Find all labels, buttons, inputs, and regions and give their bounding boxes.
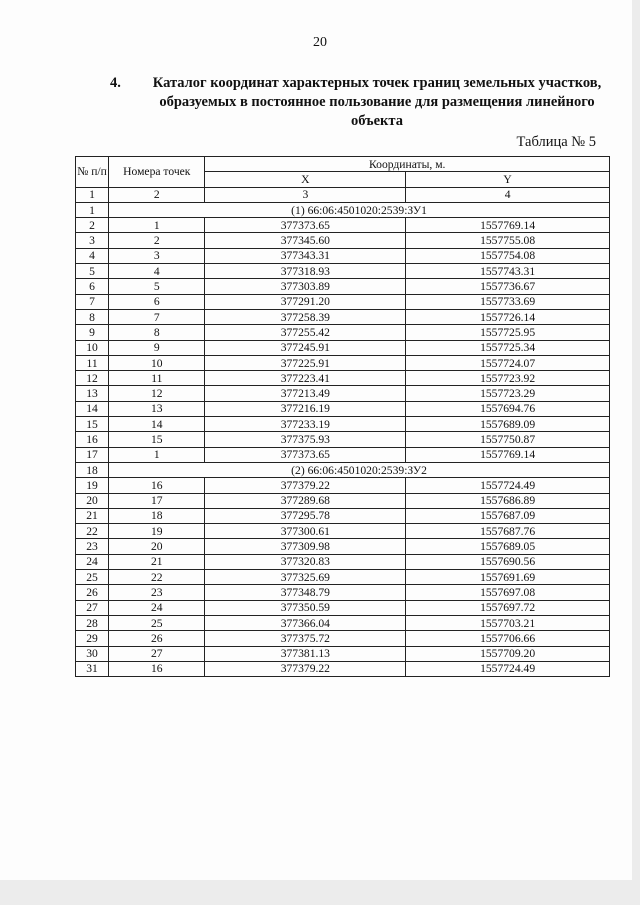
- row-number-cell: 7: [76, 294, 109, 309]
- column-number: 2: [109, 187, 205, 202]
- table-row: [76, 661, 610, 676]
- y-coordinate-cell: 1557723.29: [406, 386, 610, 401]
- table-row: [76, 233, 610, 248]
- point-number-cell: 5: [109, 279, 205, 294]
- y-coordinate-cell: 1557686.89: [406, 493, 610, 508]
- row-number-cell: 26: [76, 585, 109, 600]
- x-coordinate-cell: 377223.41: [205, 371, 406, 386]
- y-coordinate-cell: 1557690.56: [406, 554, 610, 569]
- y-coordinate-cell: 1557687.09: [406, 508, 610, 523]
- row-number-cell: 16: [76, 432, 109, 447]
- x-coordinate-cell: 377345.60: [205, 233, 406, 248]
- section-heading: [100, 74, 620, 131]
- point-number-cell: 12: [109, 386, 205, 401]
- x-coordinate-cell: 377379.22: [205, 661, 406, 676]
- x-coordinate-cell: 377350.59: [205, 600, 406, 615]
- row-number-cell: 12: [76, 371, 109, 386]
- point-number-cell: 20: [109, 539, 205, 554]
- point-number-cell: 19: [109, 524, 205, 539]
- table-row: [76, 371, 610, 386]
- x-coordinate-cell: 377291.20: [205, 294, 406, 309]
- y-coordinate-cell: 1557755.08: [406, 233, 610, 248]
- row-number-cell: 19: [76, 478, 109, 493]
- row-number-cell: 14: [76, 401, 109, 416]
- x-coordinate-cell: 377225.91: [205, 355, 406, 370]
- row-number-cell: 4: [76, 248, 109, 263]
- x-coordinate-cell: 377303.89: [205, 279, 406, 294]
- row-number-cell: 3: [76, 233, 109, 248]
- point-number-cell: 11: [109, 371, 205, 386]
- point-number-cell: 6: [109, 294, 205, 309]
- point-number-cell: 24: [109, 600, 205, 615]
- y-coordinate-cell: 1557733.69: [406, 294, 610, 309]
- x-coordinate-cell: 377373.65: [205, 218, 406, 233]
- table-row: [76, 570, 610, 585]
- section-number: 4.: [110, 75, 121, 91]
- point-number-cell: 8: [109, 325, 205, 340]
- y-coordinate-cell: 1557743.31: [406, 264, 610, 279]
- x-coordinate-cell: 377258.39: [205, 309, 406, 324]
- row-number-cell: 23: [76, 539, 109, 554]
- row-number-cell: 21: [76, 508, 109, 523]
- table-row: [76, 478, 610, 493]
- x-coordinate-cell: 377373.65: [205, 447, 406, 462]
- point-number-cell: 7: [109, 309, 205, 324]
- y-coordinate-cell: 1557724.49: [406, 478, 610, 493]
- table-row: [76, 447, 610, 462]
- section-title-cell: (2) 66:06:4501020:2539:ЗУ2: [109, 462, 610, 477]
- table-row: [76, 309, 610, 324]
- row-number-cell: 10: [76, 340, 109, 355]
- table-row: [76, 340, 610, 355]
- point-number-cell: 17: [109, 493, 205, 508]
- point-number-cell: 4: [109, 264, 205, 279]
- y-coordinate-cell: 1557706.66: [406, 631, 610, 646]
- y-coordinate-cell: 1557725.34: [406, 340, 610, 355]
- y-coordinate-cell: 1557689.09: [406, 417, 610, 432]
- row-number-cell: 8: [76, 309, 109, 324]
- point-number-cell: 18: [109, 508, 205, 523]
- table-row: [76, 386, 610, 401]
- table-caption: Таблица № 5: [516, 134, 596, 150]
- table-row: [76, 554, 610, 569]
- x-coordinate-cell: 377320.83: [205, 554, 406, 569]
- table-row: [76, 493, 610, 508]
- x-coordinate-cell: 377300.61: [205, 524, 406, 539]
- row-number-cell: 25: [76, 570, 109, 585]
- x-coordinate-cell: 377255.42: [205, 325, 406, 340]
- table-row: [76, 264, 610, 279]
- coordinates-table: [75, 156, 610, 677]
- point-number-cell: 16: [109, 478, 205, 493]
- row-number-cell: 6: [76, 279, 109, 294]
- table-row: [76, 524, 610, 539]
- y-coordinate-cell: 1557754.08: [406, 248, 610, 263]
- y-coordinate-cell: 1557709.20: [406, 646, 610, 661]
- y-coordinate-cell: 1557726.14: [406, 309, 610, 324]
- x-coordinate-cell: 377233.19: [205, 417, 406, 432]
- column-number: 1: [76, 187, 109, 202]
- table-row: [76, 585, 610, 600]
- x-coordinate-cell: 377295.78: [205, 508, 406, 523]
- point-number-cell: 9: [109, 340, 205, 355]
- point-number-cell: 1: [109, 218, 205, 233]
- table-row: [76, 294, 610, 309]
- row-number-cell: 9: [76, 325, 109, 340]
- row-number-cell: 28: [76, 615, 109, 630]
- y-coordinate-cell: 1557694.76: [406, 401, 610, 416]
- x-coordinate-cell: 377318.93: [205, 264, 406, 279]
- y-coordinate-cell: 1557769.14: [406, 447, 610, 462]
- row-number-cell: 27: [76, 600, 109, 615]
- point-number-cell: 13: [109, 401, 205, 416]
- header-points: Номера точек: [109, 157, 205, 188]
- section-title: Каталог координат характерных точек границ земельных участков, образуемых в постоянное пользование для размещения линейного объекта: [152, 75, 602, 129]
- table-row: [76, 615, 610, 630]
- page-number: 20: [313, 35, 327, 50]
- section-title-cell: (1) 66:06:4501020:2539:ЗУ1: [109, 202, 610, 217]
- table-row: [76, 401, 610, 416]
- table-row: [76, 432, 610, 447]
- x-coordinate-cell: 377245.91: [205, 340, 406, 355]
- row-number-cell: 5: [76, 264, 109, 279]
- x-coordinate-cell: 377379.22: [205, 478, 406, 493]
- x-coordinate-cell: 377325.69: [205, 570, 406, 585]
- point-number-cell: 22: [109, 570, 205, 585]
- x-coordinate-cell: 377366.04: [205, 615, 406, 630]
- column-number: 4: [406, 187, 610, 202]
- point-number-cell: 14: [109, 417, 205, 432]
- row-number-cell: 15: [76, 417, 109, 432]
- y-coordinate-cell: 1557736.67: [406, 279, 610, 294]
- table-row: [76, 600, 610, 615]
- table-row: [76, 631, 610, 646]
- table-body: [76, 202, 610, 676]
- column-number: 3: [205, 187, 406, 202]
- row-number-cell: 24: [76, 554, 109, 569]
- point-number-cell: 25: [109, 615, 205, 630]
- y-coordinate-cell: 1557724.07: [406, 355, 610, 370]
- x-coordinate-cell: 377375.72: [205, 631, 406, 646]
- x-coordinate-cell: 377343.31: [205, 248, 406, 263]
- y-coordinate-cell: 1557703.21: [406, 615, 610, 630]
- x-coordinate-cell: 377348.79: [205, 585, 406, 600]
- table-row: [76, 248, 610, 263]
- row-number-cell: 30: [76, 646, 109, 661]
- point-number-cell: 27: [109, 646, 205, 661]
- point-number-cell: 23: [109, 585, 205, 600]
- point-number-cell: 21: [109, 554, 205, 569]
- y-coordinate-cell: 1557750.87: [406, 432, 610, 447]
- row-number-cell: 11: [76, 355, 109, 370]
- row-number-cell: 2: [76, 218, 109, 233]
- y-coordinate-cell: 1557691.69: [406, 570, 610, 585]
- y-coordinate-cell: 1557723.92: [406, 371, 610, 386]
- y-coordinate-cell: 1557687.76: [406, 524, 610, 539]
- point-number-cell: 2: [109, 233, 205, 248]
- table-row: [76, 279, 610, 294]
- point-number-cell: 16: [109, 661, 205, 676]
- table-row: [76, 218, 610, 233]
- header-y: Y: [406, 172, 610, 187]
- y-coordinate-cell: 1557689.05: [406, 539, 610, 554]
- row-number-cell: 31: [76, 661, 109, 676]
- table-row: [76, 508, 610, 523]
- row-number-cell: 1: [76, 202, 109, 217]
- table-row: [76, 646, 610, 661]
- point-number-cell: 10: [109, 355, 205, 370]
- table-row: [76, 355, 610, 370]
- table-header: [76, 157, 610, 203]
- x-coordinate-cell: 377216.19: [205, 401, 406, 416]
- row-number-cell: 13: [76, 386, 109, 401]
- y-coordinate-cell: 1557724.49: [406, 661, 610, 676]
- x-coordinate-cell: 377213.49: [205, 386, 406, 401]
- row-number-cell: 29: [76, 631, 109, 646]
- header-x: X: [205, 172, 406, 187]
- row-number-cell: 17: [76, 447, 109, 462]
- point-number-cell: 3: [109, 248, 205, 263]
- y-coordinate-cell: 1557725.95: [406, 325, 610, 340]
- table-row: [76, 417, 610, 432]
- point-number-cell: 1: [109, 447, 205, 462]
- section-row: [76, 202, 610, 217]
- section-row: [76, 462, 610, 477]
- row-number-cell: 18: [76, 462, 109, 477]
- x-coordinate-cell: 377381.13: [205, 646, 406, 661]
- header-no: № п/п: [76, 157, 109, 188]
- point-number-cell: 15: [109, 432, 205, 447]
- column-number-row: [76, 187, 610, 202]
- row-number-cell: 20: [76, 493, 109, 508]
- x-coordinate-cell: 377289.68: [205, 493, 406, 508]
- x-coordinate-cell: 377309.98: [205, 539, 406, 554]
- table-row: [76, 325, 610, 340]
- y-coordinate-cell: 1557697.08: [406, 585, 610, 600]
- y-coordinate-cell: 1557697.72: [406, 600, 610, 615]
- point-number-cell: 26: [109, 631, 205, 646]
- row-number-cell: 22: [76, 524, 109, 539]
- header-coords: Координаты, м.: [205, 157, 610, 172]
- x-coordinate-cell: 377375.93: [205, 432, 406, 447]
- y-coordinate-cell: 1557769.14: [406, 218, 610, 233]
- table-row: [76, 539, 610, 554]
